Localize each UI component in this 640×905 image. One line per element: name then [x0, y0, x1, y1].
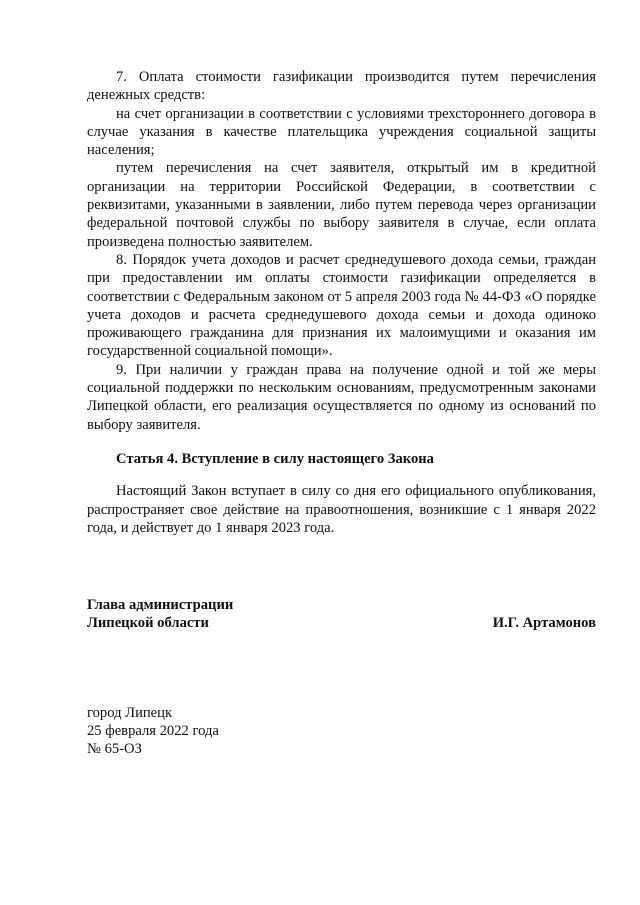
paragraph-9: 9. При наличии у граждан права на получение одной и той же меры социальной поддержки по нескольким основаниям, предусмотренным законами Липецкой области, его реализация осуществляется по одному из оснований по выбору заявителя. [87, 361, 596, 433]
footer-law-number: № 65-ОЗ [87, 741, 142, 758]
paragraph-7: 7. Оплата стоимости газификации производится путем перечисления денежных средств: [87, 69, 596, 104]
article-4-text: Настоящий Закон вступает в силу со дня его официального опубликования, распространяет свое действие на правоотношения, возникшие с 1 января 2022 года, и действует до 1 января 2023 года. [87, 483, 596, 536]
article-4-heading: Статья 4. Вступление в силу настоящего Закона [116, 450, 434, 467]
law-body [87, 68, 596, 434]
signer-name: И.Г. Артамонов [492, 615, 596, 632]
signature-block [87, 596, 596, 633]
document-footer [87, 704, 596, 759]
footer-date: 25 февраля 2022 года [87, 723, 219, 740]
footer-city: город Липецк [87, 704, 173, 721]
signature-row [87, 614, 596, 632]
paragraph-8: 8. Порядок учета доходов и расчет среднедушевого дохода семьи, граждан при предоставлении им оплаты стоимости газификации определяется в соответствии с Федеральным законом от 5 апреля 2003 года № 44-ФЗ «О порядке учета доходов и расчета среднедушевого дохода семьи и дохода одиноко проживающего гражданина для признания их малоимущими и оказания им государственной социальной помощи». [87, 251, 596, 360]
signer-title-line1: Глава администрации [87, 597, 234, 614]
signer-title-line2: Липецкой области [87, 615, 209, 632]
paragraph-7-option-organization: на счет организации в соответствии с условиями трехстороннего договора в случае указания в качестве плательщика учреждения социальной защиты населения; [87, 105, 596, 159]
paragraph-7-option-applicant: путем перечисления на счет заявителя, открытый им в кредитной организации на территории Российской Федерации, в соответствии с реквизитами, указанными в заявлении, либо путем перевода через организации федеральной почтовой службы по выбору заявителя в случае, если оплата произведена полностью заявителем. [87, 160, 596, 250]
